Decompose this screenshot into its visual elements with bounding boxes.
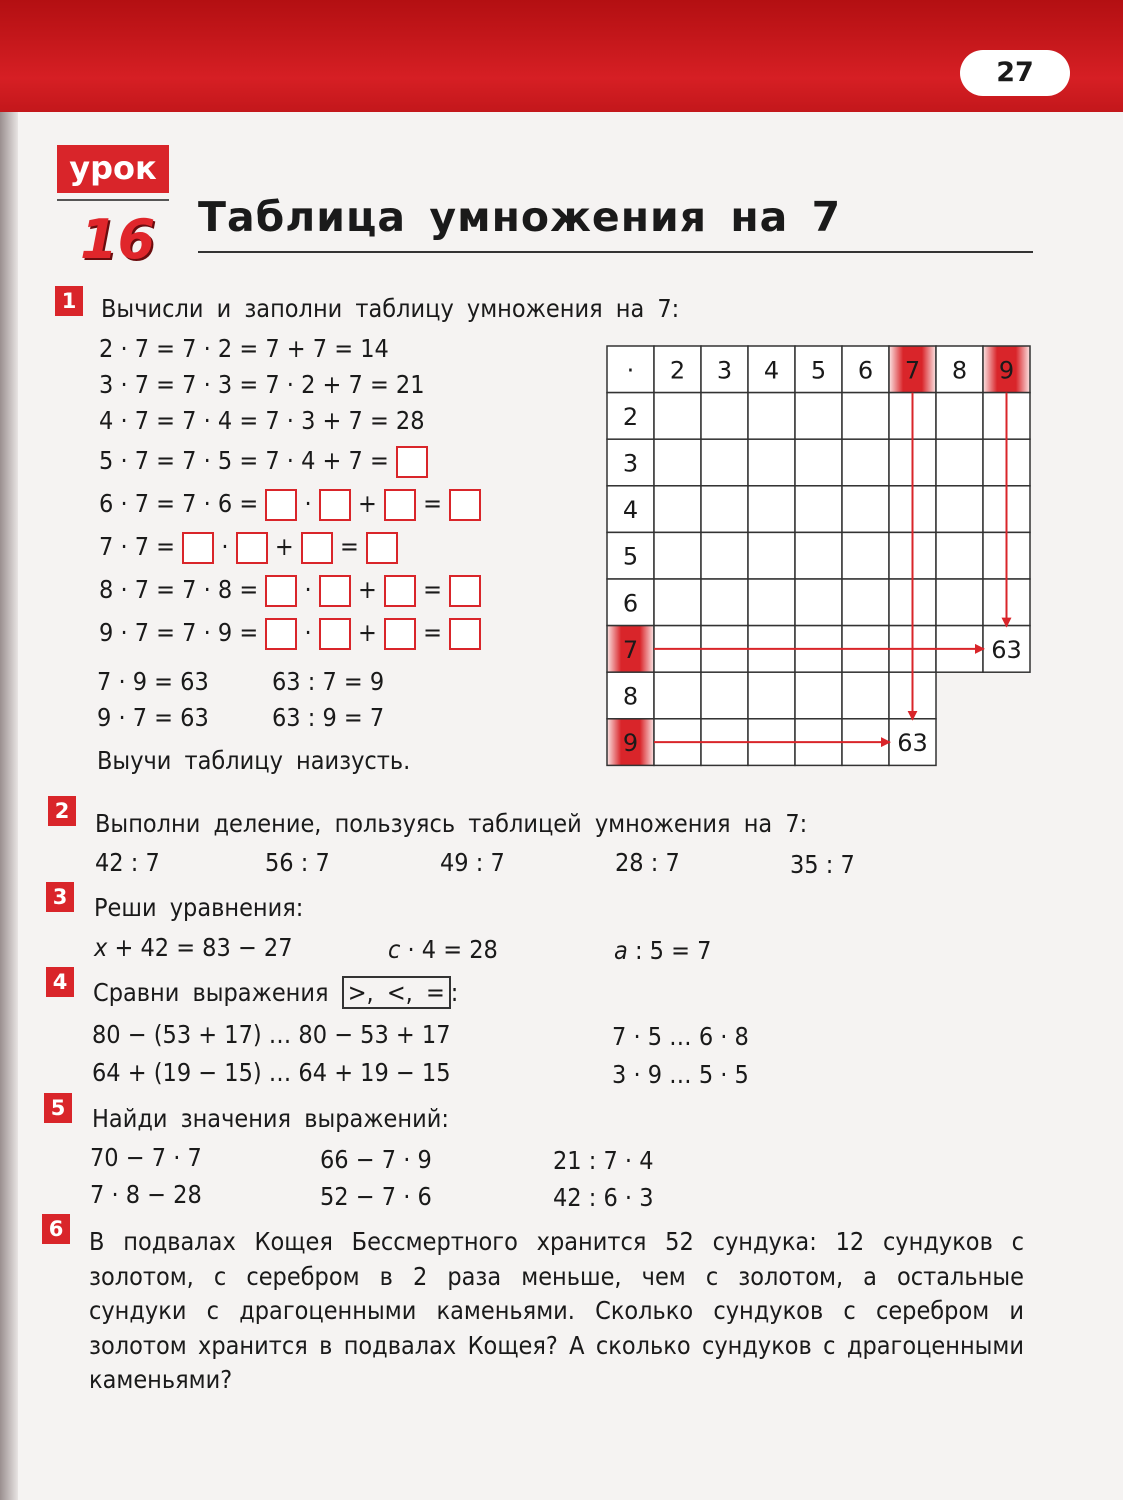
table-col-label-5: 5 (810, 356, 827, 385)
task1-line-7: 8 · 7 = 7 · 8 = · + = (99, 575, 481, 607)
table-cell[interactable] (748, 486, 795, 533)
table-col-label-2: 2 (669, 356, 686, 385)
task-number-5: 5 (44, 1093, 72, 1123)
table-corner: · (626, 356, 635, 385)
multiplication-table (600, 340, 1040, 772)
table-cell[interactable] (936, 486, 983, 533)
comparison-signs: >, <, = (342, 976, 451, 1009)
answer-box[interactable] (396, 446, 428, 478)
table-row-label-6: 6 (622, 589, 639, 618)
table-cell[interactable] (795, 486, 842, 533)
page-title: Таблица умножения на 7 (198, 193, 842, 241)
table-cell[interactable] (842, 579, 889, 626)
fact-4: 63 : 9 = 7 (272, 703, 385, 732)
compare-item: 64 + (19 − 15) … 64 + 19 − 15 (92, 1058, 451, 1087)
table-cell[interactable] (748, 439, 795, 486)
table-cell[interactable] (654, 672, 701, 719)
page-number: 27 (960, 50, 1070, 96)
answer-box[interactable] (182, 532, 214, 564)
table-row-label-4: 4 (622, 496, 639, 525)
task1-line-2: 3 · 7 = 7 · 3 = 7 · 2 + 7 = 21 (99, 370, 425, 399)
table-cell[interactable] (654, 393, 701, 440)
table-col-label-6: 6 (857, 356, 874, 385)
expression-item: 52 − 7 · 6 (320, 1182, 432, 1211)
task-number-4: 4 (46, 967, 74, 997)
table-row-label-5: 5 (622, 542, 639, 571)
answer-box[interactable] (319, 618, 351, 650)
table-row-label-7: 7 (622, 635, 639, 664)
task1-line-8: 9 · 7 = 7 · 9 = · + = (99, 618, 481, 650)
table-col-label-7: 7 (904, 356, 921, 385)
table-cell[interactable] (654, 486, 701, 533)
answer-box[interactable] (384, 489, 416, 521)
task-number-2: 2 (48, 796, 76, 826)
table-row-label-8: 8 (622, 682, 639, 711)
answer-box[interactable] (366, 532, 398, 564)
equation-3: a : 5 = 7 (614, 936, 712, 965)
table-cell[interactable] (842, 486, 889, 533)
table-cell[interactable] (795, 393, 842, 440)
lesson-number: 16 (80, 208, 156, 271)
table-value-9x7: 63 (897, 729, 928, 758)
table-cell[interactable] (842, 532, 889, 579)
equation-1: x + 42 = 83 − 27 (94, 933, 293, 962)
table-cell[interactable] (936, 579, 983, 626)
task3-instruction: Реши уравнения: (94, 893, 304, 922)
table-cell[interactable] (748, 393, 795, 440)
expression-item: 66 − 7 · 9 (320, 1145, 432, 1174)
table-row-label-3: 3 (622, 449, 639, 478)
expression-item: 42 : 6 · 3 (553, 1183, 654, 1212)
table-cell[interactable] (701, 672, 748, 719)
equation-2: c · 4 = 28 (388, 935, 498, 964)
task2-item: 42 : 7 (95, 848, 160, 877)
task-number-6: 6 (42, 1214, 70, 1244)
lesson-divider (57, 199, 169, 201)
task-number-3: 3 (46, 882, 74, 912)
answer-box[interactable] (384, 618, 416, 650)
lesson-label: урок (57, 145, 169, 193)
task1-line-5: 6 · 7 = 7 · 6 = · + = (99, 489, 481, 521)
task1-line-4: 5 · 7 = 7 · 5 = 7 · 4 + 7 = (99, 446, 428, 478)
answer-box[interactable] (449, 489, 481, 521)
table-cell[interactable] (748, 532, 795, 579)
table-row-label-9: 9 (622, 729, 639, 758)
answer-box[interactable] (384, 575, 416, 607)
table-cell[interactable] (701, 486, 748, 533)
expression-item: 21 : 7 · 4 (553, 1146, 654, 1175)
table-cell[interactable] (701, 393, 748, 440)
table-cell[interactable] (795, 532, 842, 579)
table-col-label-3: 3 (716, 356, 733, 385)
table-cell[interactable] (701, 579, 748, 626)
table-cell[interactable] (936, 393, 983, 440)
table-cell[interactable] (795, 439, 842, 486)
task1-line-3: 4 · 7 = 7 · 4 = 7 · 3 + 7 = 28 (99, 406, 425, 435)
table-cell[interactable] (842, 672, 889, 719)
compare-item: 80 − (53 + 17) … 80 − 53 + 17 (92, 1020, 451, 1049)
table-cell[interactable] (748, 579, 795, 626)
table-col-label-4: 4 (763, 356, 780, 385)
table-cell[interactable] (936, 439, 983, 486)
answer-box[interactable] (319, 575, 351, 607)
table-cell[interactable] (795, 579, 842, 626)
answer-box[interactable] (265, 489, 297, 521)
table-cell[interactable] (936, 532, 983, 579)
answer-box[interactable] (449, 575, 481, 607)
fact-2: 9 · 7 = 63 (97, 703, 209, 732)
task2-item: 56 : 7 (265, 848, 330, 877)
compare-item: 7 · 5 … 6 · 8 (612, 1022, 749, 1051)
task2-item: 49 : 7 (440, 848, 505, 877)
table-cell[interactable] (654, 579, 701, 626)
page-spine-shadow (0, 112, 18, 1500)
table-cell[interactable] (842, 439, 889, 486)
task5-instruction: Найди значения выражений: (92, 1104, 449, 1133)
expression-item: 70 − 7 · 7 (90, 1143, 202, 1172)
table-cell[interactable] (748, 672, 795, 719)
table-row-label-2: 2 (622, 402, 639, 431)
answer-box[interactable] (265, 575, 297, 607)
answer-box[interactable] (449, 618, 481, 650)
table-cell[interactable] (701, 439, 748, 486)
title-underline (198, 251, 1033, 253)
answer-box[interactable] (319, 489, 351, 521)
task1-line-1: 2 · 7 = 7 · 2 = 7 + 7 = 14 (99, 334, 389, 363)
table-col-label-9: 9 (998, 356, 1015, 385)
task1-instruction: Вычисли и заполни таблицу умножения на 7: (101, 294, 680, 323)
answer-box[interactable] (301, 532, 333, 564)
fact-3: 63 : 7 = 9 (272, 667, 385, 696)
table-cell[interactable] (654, 439, 701, 486)
task2-item: 28 : 7 (615, 848, 680, 877)
task4-instruction: Сравни выражения >, <, = : (93, 978, 459, 1007)
expression-item: 7 · 8 − 28 (90, 1180, 202, 1209)
table-cell[interactable] (701, 532, 748, 579)
compare-item: 3 · 9 … 5 · 5 (612, 1060, 749, 1089)
learn-note: Выучи таблицу наизусть. (97, 746, 411, 775)
table-value-7x9: 63 (991, 635, 1022, 664)
answer-box[interactable] (265, 618, 297, 650)
task-number-1: 1 (55, 286, 83, 316)
answer-box[interactable] (236, 532, 268, 564)
table-cell[interactable] (654, 532, 701, 579)
top-red-band (0, 0, 1123, 112)
table-cell[interactable] (842, 393, 889, 440)
task2-instruction: Выполни деление, пользуясь таблицей умножения на 7: (95, 809, 808, 838)
word-problem: В подвалах Кощея Бессмертного хранится 52 сундука: 12 сундуков с золотом, с серебром в 2 раза меньше, чем с золотом, а остальные сундуки с драгоценными каменьями. Сколько сундуков с серебром и золотом хранится в подвалах Кощея? А сколько сундуков с драгоценными каменьями? (89, 1227, 1024, 1394)
task1-line-6: 7 · 7 = · + = (99, 532, 398, 564)
table-cell[interactable] (795, 672, 842, 719)
fact-1: 7 · 9 = 63 (97, 667, 209, 696)
table-col-label-8: 8 (951, 356, 968, 385)
task2-item: 35 : 7 (790, 850, 855, 879)
